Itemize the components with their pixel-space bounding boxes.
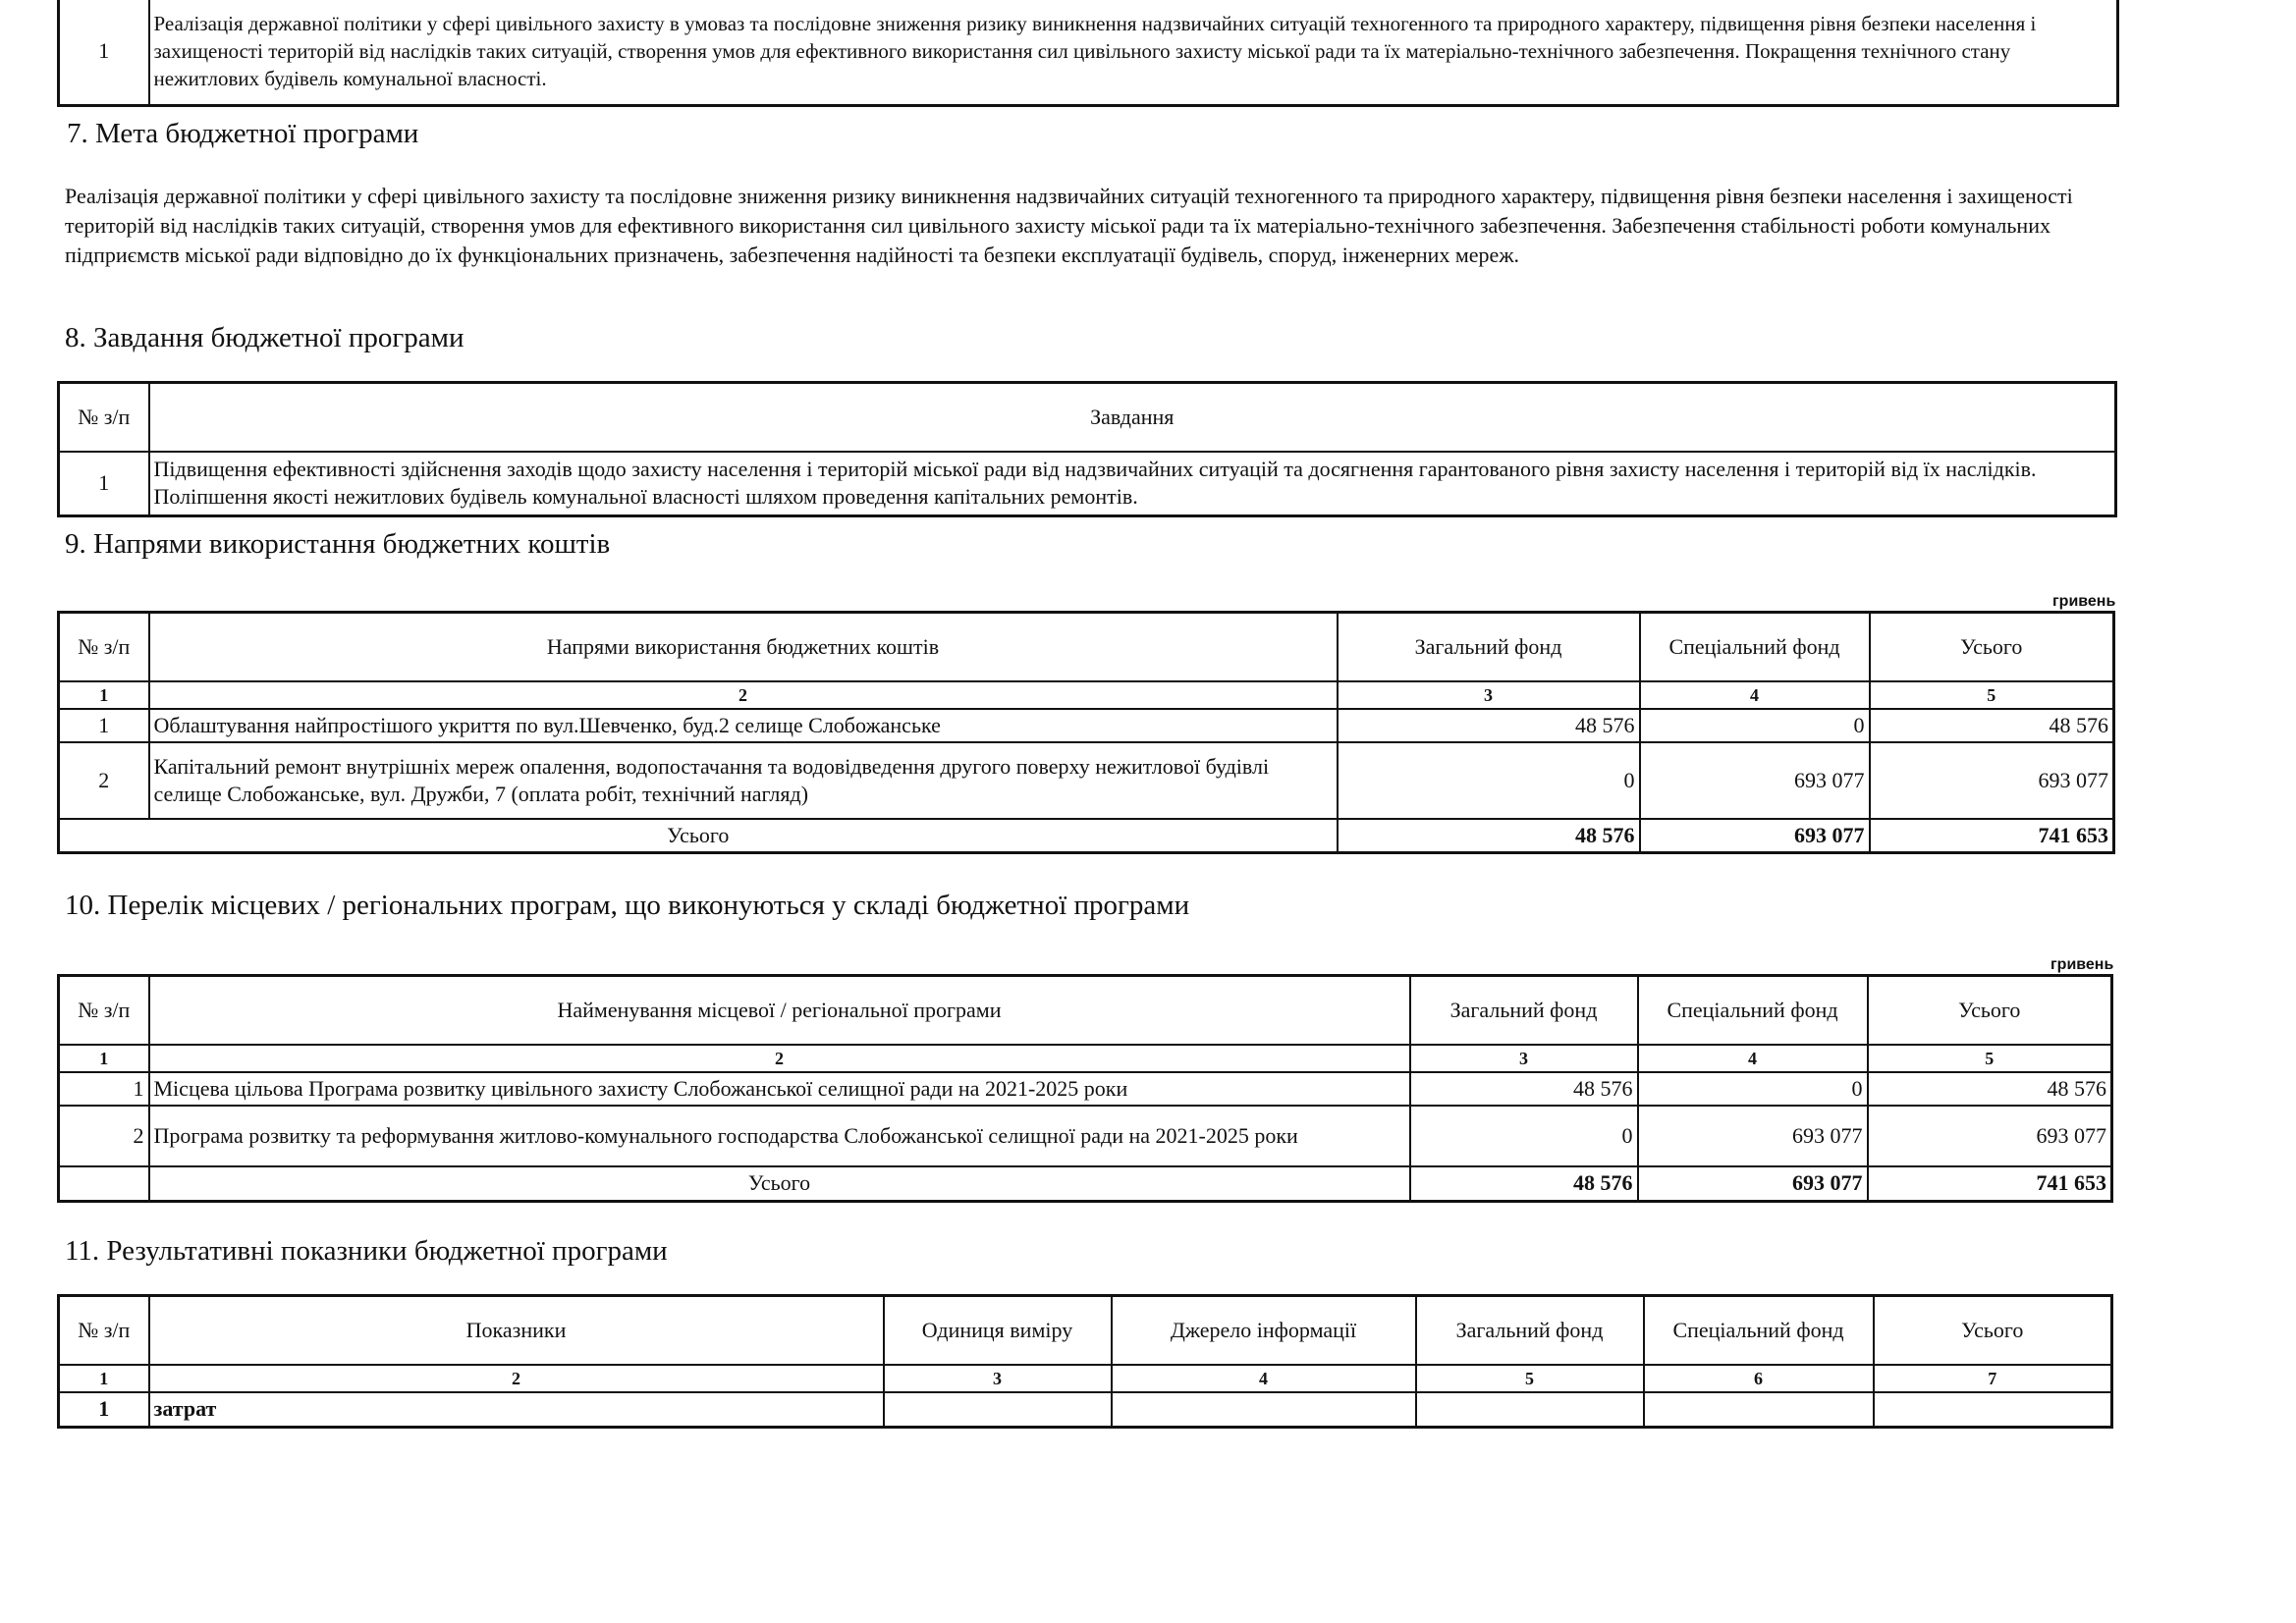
table-header-row	[59, 613, 2114, 681]
col-index: 7	[1874, 1365, 2112, 1392]
column-index-row	[59, 681, 2114, 709]
row-general: 0	[1338, 742, 1640, 819]
empty-cell	[1874, 1392, 2112, 1428]
row-name: Капітальний ремонт внутрішніх мереж опалення, водопостачання та водовідведення другого поверху нежитлової будівлі селище Слобожанське, вул. Дружби, 7 (оплата робіт, технічний нагляд)	[149, 742, 1338, 819]
total-special: 693 077	[1638, 1166, 1868, 1202]
table-row	[59, 1106, 2112, 1166]
table-header-row	[59, 976, 2112, 1045]
col-number-header: № з/п	[59, 383, 149, 452]
col-special-header: Спеціальний фонд	[1644, 1296, 1874, 1365]
total-general: 48 576	[1410, 1166, 1638, 1202]
total-total: 741 653	[1868, 1166, 2112, 1202]
section8-title: 8. Завдання бюджетної програми	[65, 322, 465, 353]
col-index: 5	[1416, 1365, 1644, 1392]
row-total: 48 576	[1870, 709, 2114, 742]
col-special-header: Спеціальний фонд	[1640, 613, 1870, 681]
total-row	[59, 819, 2114, 853]
col-number-header: № з/п	[59, 976, 149, 1045]
row-number: 2	[59, 742, 149, 819]
section7-text: Реалізація державної політики у сфері цивільного захисту та послідовне зниження ризику виникнення надзвичайних ситуацій техногенного та природного характеру, підвищення рівня безпеки населення і захищеності територій від наслідків таких ситуацій, створення умов для ефективного використання сил цивільного захисту міської ради та їх матеріально-технічного забезпечення. Забезпечення стабільності роботи комунальних підприємств міської ради відповідно до їх функціональних призначень, забезпечення надійності та безпеки експлуатації будівель, споруд, інженерних мереж.	[65, 184, 2073, 267]
col-unit-header: Одиниця виміру	[884, 1296, 1112, 1365]
col-index: 6	[1644, 1365, 1874, 1392]
total-total: 741 653	[1870, 819, 2114, 853]
row-name: Програма розвитку та реформування житлово-комунального господарства Слобожанської селищної ради на 2021-2025 роки	[149, 1106, 1410, 1166]
row-name: затрат	[149, 1392, 884, 1428]
row-number: 2	[59, 1106, 149, 1166]
col-index: 5	[1870, 681, 2114, 709]
col-index: 5	[1868, 1045, 2112, 1072]
table-row	[59, 742, 2114, 819]
table-header-row	[59, 383, 2116, 452]
row-number: 1	[59, 0, 149, 106]
table-row	[59, 1072, 2112, 1106]
section6-table	[57, 0, 2119, 107]
col-total-header: Усього	[1870, 613, 2114, 681]
col-index: 3	[884, 1365, 1112, 1392]
row-general: 48 576	[1410, 1072, 1638, 1106]
row-number: 1	[59, 452, 149, 516]
col-index: 4	[1638, 1045, 1868, 1072]
total-label: Усього	[149, 1166, 1410, 1202]
col-source-header: Джерело інформації	[1112, 1296, 1416, 1365]
row-number: 1	[59, 709, 149, 742]
row-total: 693 077	[1870, 742, 2114, 819]
row-name: Місцева цільова Програма розвитку цивільного захисту Слобожанської селищної ради на 2021-2025 роки	[149, 1072, 1410, 1106]
column-index-row	[59, 1365, 2112, 1392]
section8-table	[57, 381, 2117, 517]
row-special: 693 077	[1638, 1106, 1868, 1166]
col-index: 3	[1410, 1045, 1638, 1072]
col-name-header: Напрями використання бюджетних коштів	[149, 613, 1338, 681]
section10-title: 10. Перелік місцевих / регіональних програм, що виконуються у складі бюджетної програми	[65, 890, 1190, 921]
row-special: 693 077	[1640, 742, 1870, 819]
col-index: 1	[59, 681, 149, 709]
row-name: Облаштування найпростішого укриття по вул.Шевченко, буд.2 селище Слобожанське	[149, 709, 1338, 742]
col-number-header: № з/п	[59, 613, 149, 681]
col-special-header: Спеціальний фонд	[1638, 976, 1868, 1045]
col-index: 2	[149, 1365, 884, 1392]
col-total-header: Усього	[1874, 1296, 2112, 1365]
row-text: Підвищення ефективності здійснення заходів щодо захисту населення і територій міської ради від надзвичайних ситуацій та досягнення гарантованого рівня захисту населення і територій від їх наслідків. Поліпшення якості нежитлових будівель комунальної власності шляхом проведення капітальних ремонтів.	[149, 452, 2116, 516]
total-row	[59, 1166, 2112, 1202]
row-total: 693 077	[1868, 1106, 2112, 1166]
section11-table	[57, 1294, 2113, 1429]
col-index: 4	[1112, 1365, 1416, 1392]
col-general-header: Загальний фонд	[1338, 613, 1640, 681]
row-special: 0	[1640, 709, 1870, 742]
col-index: 2	[149, 681, 1338, 709]
total-special: 693 077	[1640, 819, 1870, 853]
row-general: 48 576	[1338, 709, 1640, 742]
row-number: 1	[59, 1072, 149, 1106]
table-row	[59, 0, 2118, 106]
total-general: 48 576	[1338, 819, 1640, 853]
col-number-header: № з/п	[59, 1296, 149, 1365]
table-header-row	[59, 1296, 2112, 1365]
total-label: Усього	[59, 819, 1338, 853]
table-row	[59, 709, 2114, 742]
section9-table	[57, 611, 2115, 854]
section10-unit: гривень	[2050, 956, 2114, 973]
row-text: Реалізація державної політики у сфері цивільного захисту в умоваз та послідовне зниження ризику виникнення надзвичайних ситуацій техногенного та природного характеру, підвищення рівня безпеки населення і захищеності територій від наслідків таких ситуацій, створення умов для ефективного використання сил цивільного захисту міської ради та їх матеріально-технічного забезпечення. Покращення технічного стану нежитлових будівель комунальної власності.	[149, 0, 2118, 106]
column-index-row	[59, 1045, 2112, 1072]
total-empty-cell	[59, 1166, 149, 1202]
row-number: 1	[59, 1392, 149, 1428]
row-special: 0	[1638, 1072, 1868, 1106]
col-general-header: Загальний фонд	[1416, 1296, 1644, 1365]
section9-unit: гривень	[2052, 593, 2116, 610]
col-index: 3	[1338, 681, 1640, 709]
empty-cell	[1644, 1392, 1874, 1428]
section7-title: 7. Мета бюджетної програми	[67, 118, 419, 149]
table-row	[59, 1392, 2112, 1428]
empty-cell	[1112, 1392, 1416, 1428]
col-index: 1	[59, 1365, 149, 1392]
table-row	[59, 452, 2116, 516]
col-index: 4	[1640, 681, 1870, 709]
row-total: 48 576	[1868, 1072, 2112, 1106]
col-index: 1	[59, 1045, 149, 1072]
col-task-header: Завдання	[149, 383, 2116, 452]
empty-cell	[884, 1392, 1112, 1428]
col-indicator-header: Показники	[149, 1296, 884, 1365]
row-general: 0	[1410, 1106, 1638, 1166]
col-name-header: Найменування місцевої / регіональної програми	[149, 976, 1410, 1045]
col-general-header: Загальний фонд	[1410, 976, 1638, 1045]
col-index: 2	[149, 1045, 1410, 1072]
empty-cell	[1416, 1392, 1644, 1428]
col-total-header: Усього	[1868, 976, 2112, 1045]
section11-title: 11. Результативні показники бюджетної програми	[65, 1235, 668, 1267]
section10-table	[57, 974, 2113, 1203]
section9-title: 9. Напрями використання бюджетних коштів	[65, 528, 611, 560]
